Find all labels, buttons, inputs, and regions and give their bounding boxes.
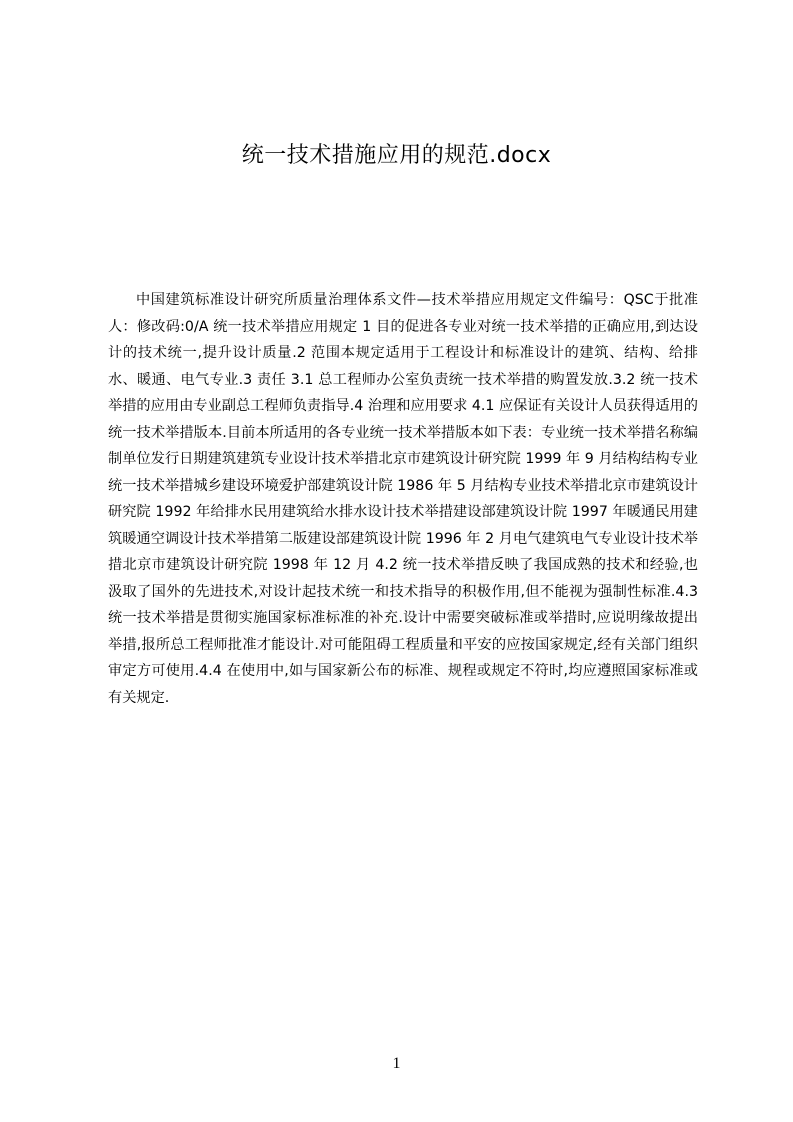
page-number: 1 <box>392 1055 401 1072</box>
document-body-paragraph: 中国建筑标准设计研究所质量治理体系文件—技术举措应用规定文件编号：QSC于批准人：修改码:0/A 统一技术举措应用规定 1 目的促进各专业对统一技术举措的正确应用,到达设计的技术统一,提升设计质量.2 范围本规定适用于工程设计和标准设计的建筑、结构、给排水、暖通、电气专业.3 责任 3.1 总工程师办公室负责统一技术举措的购置发放.3.2 统一技术举措的应用由专业副总工程师负责指导.4 治理和应用要求 4.1 应保证有关设计人员获得适用的统一技术举措版本.目前本所适用的各专业统一技术举措版本如下表：专业统一技术举措名称编制单位发行日期建筑建筑专业设计技术举措北京市建筑设计研究院 1999 年 9 月结构结构专业统一技术举措城乡建设环境爱护部建筑设计院 1986 年 5 月结构专业技术举措北京市建筑设计研究院 1992 年给排水民用建筑给水排水设计技术举措建设部建筑设计院 1997 年暖通民用建筑暖通空调设计技术举措第二版建设部建筑设计院 1996 年 2 月电气建筑电气专业设计技术举措北京市建筑设计研究院 1998 年 12 月 4.2 统一技术举措反映了我国成熟的技术和经验,也汲取了国外的先进技术,对设计起技术统一和技术指导的积极作用,但不能视为强制性标准.4.3 统一技术举措是贯彻实施国家标准标准的补充.设计中需要突破标准或举措时,应说明缘故提出举措,报所总工程师批准才能设计.对可能阻碍工程质量和平安的应按国家规定,经有关部门组织审定方可使用.4.4 在使用中,如与国家新公布的标准、规程或规定不符时,均应遵照国家标准或有关规定. <box>108 292 698 706</box>
document-title: 统一技术措施应用的规范.docx <box>241 143 552 168</box>
